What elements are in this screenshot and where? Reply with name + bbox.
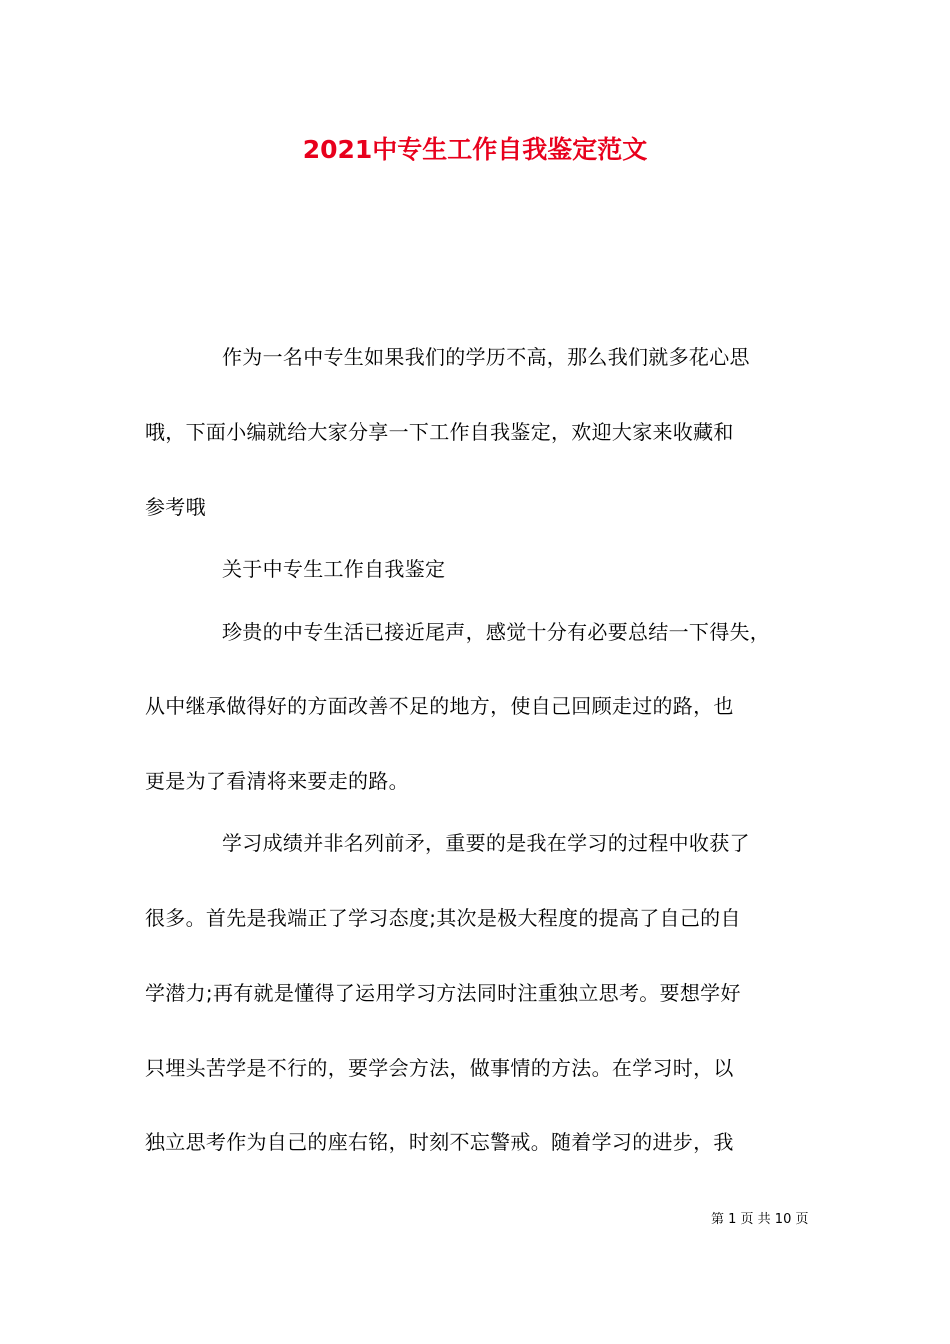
page-number-footer: 第 1 页 共 10 页 (711, 1212, 809, 1227)
section-heading: 关于中专生工作自我鉴定 (222, 557, 446, 581)
paragraph-2-line-1: 珍贵的中专生活已接近尾声，感觉十分有必要总结一下得失， (222, 620, 771, 644)
paragraph-2-line-3: 更是为了看清将来要走的路。 (145, 769, 409, 793)
paragraph-3-line-3: 学潜力;再有就是懂得了运用学习方法同时注重独立思考。要想学好 (145, 981, 741, 1005)
paragraph-3-line-5: 独立思考作为自己的座右铭，时刻不忘警戒。随着学习的进步，我 (145, 1130, 734, 1154)
paragraph-3-line-1: 学习成绩并非名列前矛，重要的是我在学习的过程中收获了 (222, 831, 750, 855)
paragraph-1-line-1: 作为一名中专生如果我们的学历不高，那么我们就多花心思 (222, 345, 750, 369)
paragraph-1-line-2: 哦，下面小编就给大家分享一下工作自我鉴定，欢迎大家来收藏和 (145, 420, 734, 444)
paragraph-3-line-2: 很多。首先是我端正了学习态度;其次是极大程度的提高了自己的自 (145, 906, 741, 930)
document-title: 2021中专生工作自我鉴定范文 (302, 135, 648, 164)
paragraph-1-line-3: 参考哦 (145, 495, 206, 519)
paragraph-3-line-4: 只埋头苦学是不行的，要学会方法，做事情的方法。在学习时，以 (145, 1056, 734, 1080)
paragraph-2-line-2: 从中继承做得好的方面改善不足的地方，使自己回顾走过的路，也 (145, 694, 734, 718)
